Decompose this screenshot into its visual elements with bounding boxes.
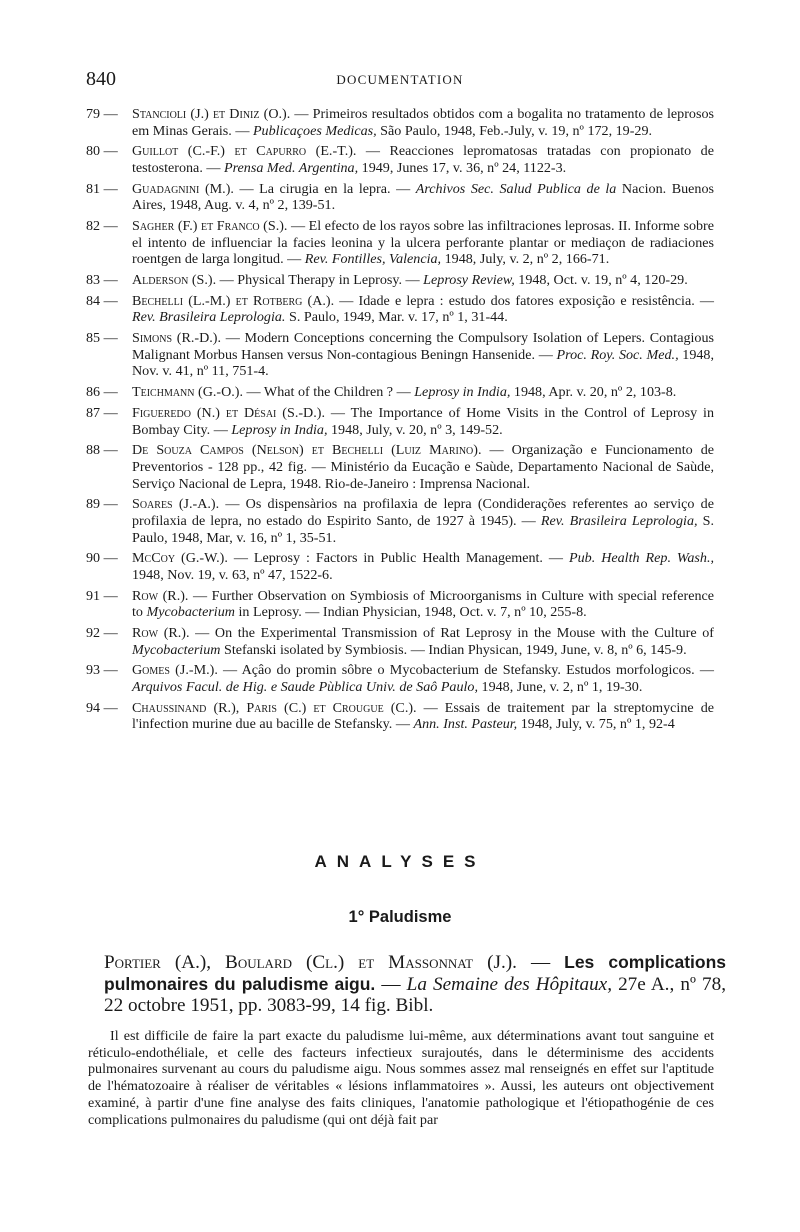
reference-text: — Modern Conceptions concerning the Compulsory Isolation of Lepers. Contagious Malignant Morbus Hansen versus Non-contagious Beningn Hansenide. — xyxy=(132,330,714,363)
reference-source: Rev. Fontilles, Valencia, xyxy=(304,251,442,268)
reference-authors: Gomes (J.-M.). xyxy=(132,662,218,679)
reference-tail: 1948, July, v. 75, nº 1, 92-4 xyxy=(517,716,675,733)
reference-source: Mycobacterium xyxy=(132,641,221,658)
reference-number: 87 — xyxy=(86,405,118,421)
analysis-body: Il est difficile de faire la part exacte du paludisme lui-même, aux déterminations avant tout sanguine et réticulo-endothéliale, et celle des facteurs infectieux surajoutés, dans le déterminisme des accidents pulmonaires survenant au cours du paludisme aigu. Nous sommes assez mal renseignés en effet sur l'aptitude de l'hématozoaire à réaliser de véritables « lésions inflammatoires ». Aussi, les auteurs ont objectivement examiné, à partir d'une fine analyse des faits cliniques, l'anatomie pathologique et l'étiopathogénie de ces complications pulmonaires du paludisme (qui ont déjà fait par xyxy=(88,1028,714,1128)
reference-text: — La cirugia en la lepra. — xyxy=(233,180,416,197)
reference-text: — El efecto de los rayos sobre las infiltraciones leprosas. II. Informe sobre el intento de influenciar la facies leonina y la ulcera perforante plantar or mediaçon de radiaciones roentgen de larga longitud. — xyxy=(132,218,714,268)
reference-source: Leprosy in India, xyxy=(231,421,328,438)
reference-tail: 1948, Oct. v. 19, nº 4, 120-29. xyxy=(514,272,688,289)
reference-text: — Essais de traitement par la streptomycine de l'infection murine due au bacille de Stefansky. — xyxy=(132,699,714,733)
reference-authors: Soares (J.-A.). xyxy=(132,496,220,513)
reference-source: Prensa Med. Argentina, xyxy=(223,159,359,176)
analysis-dash: — xyxy=(516,952,565,973)
reference-number: 82 — xyxy=(86,218,118,235)
section-title: ANALYSES xyxy=(314,852,486,871)
reference-authors: Alderson (S.). xyxy=(132,272,217,289)
reference-number: 83 — xyxy=(86,272,118,289)
reference-item xyxy=(86,405,714,438)
reference-item xyxy=(86,330,714,380)
reference-authors: McCoy (G.-W.). xyxy=(132,550,228,567)
page-number: 840 xyxy=(86,68,116,90)
reference-number: 92 — xyxy=(86,625,118,642)
reference-tail: S. Paulo, 1948, Mar, v. 16, nº 1, 35-51. xyxy=(132,512,714,546)
reference-number: 88 — xyxy=(86,442,118,459)
reference-authors: De Souza Campos (Nelson) et Bechelli (Luiz Marino). xyxy=(132,442,482,459)
reference-authors: Figueredo (N.) et Désai (S.-D.). xyxy=(132,405,325,421)
reference-text: — Açâo do promin sôbre o Mycobacterium de Stefansky. Estudos morfologicos. — xyxy=(217,662,714,679)
reference-authors: Row (R.). xyxy=(132,625,190,642)
reference-tail: in Leprosy. — Indian Physician, 1948, Oct. v. 7, nº 10, 255-8. xyxy=(234,604,587,621)
reference-tail: 1948, July, v. 2, nº 2, 166-71. xyxy=(441,251,610,268)
reference-source: Archivos Sec. Salud Publica de la xyxy=(415,180,617,197)
reference-authors: Guadagnini (M.). xyxy=(132,180,234,197)
reference-list xyxy=(86,106,714,737)
reference-source: Leprosy Review, xyxy=(423,272,515,289)
reference-authors: Guillot (C.-F.) et Capurro (E.-T.). xyxy=(132,143,357,160)
reference-number: 79 — xyxy=(86,106,118,122)
reference-item xyxy=(86,700,714,733)
reference-text: — Primeiros resultados obtidos com a bogalita no tratamento de leprosos em Minas Gerais. — xyxy=(132,106,714,139)
reference-authors: Teichmann (G.-O.). xyxy=(132,384,244,401)
reference-item xyxy=(86,293,714,326)
reference-text: — Organização e Funcionamento de Preventorios - 128 pp., 42 fig. — Ministério da Eucação e Saùde, Departamento Nacional de Saùde, Serviço Nacional de Lepra, 1948. Rio-de-Janeiro : Imprensa Nacional. xyxy=(132,442,714,492)
reference-text: — On the Experimental Transmission of Rat Leprosy in the Mouse with the Culture of xyxy=(189,625,714,642)
reference-number: 90 — xyxy=(86,550,118,567)
reference-tail: Nacion. Buenos Aires, 1948, Aug. v. 4, nº 2, 139-51. xyxy=(132,180,714,214)
reference-authors: Stancioli (J.) et Diniz (O.). xyxy=(132,106,291,122)
reference-source: Ann. Inst. Pasteur, xyxy=(413,716,518,733)
reference-number: 89 — xyxy=(86,496,118,513)
reference-source: Pub. Health Rep. Wash., xyxy=(569,550,715,567)
reference-tail: Stefanski isolated by Symbiosis. — Indian Physican, 1949, June, v. 8, nº 6, 145-9. xyxy=(220,641,687,658)
running-head: DOCUMENTATION xyxy=(336,72,464,87)
subsection-title: 1° Paludisme xyxy=(348,908,452,926)
reference-authors: Bechelli (L.-M.) et Rotberg (A.). xyxy=(132,292,335,309)
reference-text: — The Importance of Home Visits in the Control of Leprosy in Bombay City. — xyxy=(132,405,714,438)
reference-item xyxy=(86,218,714,268)
reference-authors: Simons (R.-D.). xyxy=(132,330,222,347)
reference-source: Arquivos Facul. de Hig. e Saude Pùblica Univ. de Saô Paulo, xyxy=(132,679,479,696)
reference-number: 91 — xyxy=(86,587,118,604)
reference-tail: S. Paulo, 1949, Mar. v. 17, nº 1, 31-44. xyxy=(285,309,508,326)
page-header xyxy=(86,68,714,96)
reference-tail: 1948, June, v. 2, nº 1, 19-30. xyxy=(478,679,643,696)
analysis-dash-2: — xyxy=(375,973,407,995)
reference-number: 86 — xyxy=(86,384,118,401)
reference-item xyxy=(86,496,714,546)
reference-item xyxy=(86,625,714,658)
reference-source: Publicaçoes Medicas, xyxy=(252,122,377,139)
reference-tail: São Paulo, 1948, Feb.-July, v. 19, nº 172, 19-29. xyxy=(376,122,653,139)
reference-text: — Physical Therapy in Leprosy. — xyxy=(216,272,424,289)
reference-tail: 1948, Apr. v. 20, nº 2, 103-8. xyxy=(510,384,677,401)
reference-source: Rev. Brasileira Leprologia. xyxy=(132,309,286,326)
reference-authors: Sagher (F.) et Franco (S.). xyxy=(132,218,288,235)
reference-authors: Row (R.). xyxy=(132,587,189,604)
reference-number: 94 — xyxy=(86,699,118,716)
reference-tail: 1948, Nov. v. 41, nº 11, 751-4. xyxy=(132,346,714,380)
reference-item xyxy=(86,272,714,289)
reference-number: 81 — xyxy=(86,180,118,197)
reference-number: 85 — xyxy=(86,330,118,347)
reference-source: Leprosy in India, xyxy=(414,384,511,401)
reference-text: — Idade e lepra : estudo dos fatores exposição e resistência. — xyxy=(334,292,714,309)
analysis-journal: La Semaine des Hôpitaux, xyxy=(406,973,612,995)
analysis-authors: Portier (A.), Boulard (Cl.) et Massonnat (J.). xyxy=(104,952,517,973)
reference-text: — Os dispensàrios na profilaxia de lepra (Condiderações referentes ao serviço de profilaxia de lepra, no estado do Espirito Santo, de 1927 à 1945). — xyxy=(132,496,714,529)
analysis-title: Les complications pulmonaires du paludisme aigu. xyxy=(104,952,726,994)
reference-source: Mycobacterium xyxy=(146,604,235,621)
reference-source: Proc. Roy. Soc. Med., xyxy=(556,346,679,363)
reference-tail: 1949, Junes 17, v. 36, nº 24, 1122-3. xyxy=(358,159,567,176)
reference-item xyxy=(86,550,714,583)
reference-text: — Further Observation on Symbiosis of Microorganisms in Culture with special reference to xyxy=(132,587,715,621)
reference-item xyxy=(86,442,714,492)
reference-source: Rev. Brasileira Leprologia, xyxy=(540,512,698,529)
analysis-heading xyxy=(104,952,726,1017)
reference-item xyxy=(86,662,714,695)
reference-item xyxy=(86,181,714,214)
analysis-citation: 27e A., nº 78, 22 octobre 1951, pp. 3083-99, 14 fig. Bibl. xyxy=(104,973,726,1016)
reference-authors: Chaussinand (R.), Paris (C.) et Crougue (C.). xyxy=(132,699,417,716)
reference-number: 93 — xyxy=(86,662,118,679)
reference-text: — Leprosy : Factors in Public Health Management. — xyxy=(227,550,569,567)
reference-item xyxy=(86,143,714,176)
reference-text: — Reacciones lepromatosas tratadas con propionato de testosterona. — xyxy=(132,143,714,176)
reference-item xyxy=(86,106,714,139)
reference-text: — What of the Children ? — xyxy=(243,384,415,401)
reference-number: 84 — xyxy=(86,292,118,309)
reference-item xyxy=(86,588,714,621)
reference-tail: 1948, Nov. 19, v. 63, nº 47, 1522-6. xyxy=(132,566,333,583)
reference-number: 80 — xyxy=(86,143,118,160)
reference-item xyxy=(86,384,714,401)
reference-tail: 1948, July, v. 20, nº 3, 149-52. xyxy=(327,421,503,438)
